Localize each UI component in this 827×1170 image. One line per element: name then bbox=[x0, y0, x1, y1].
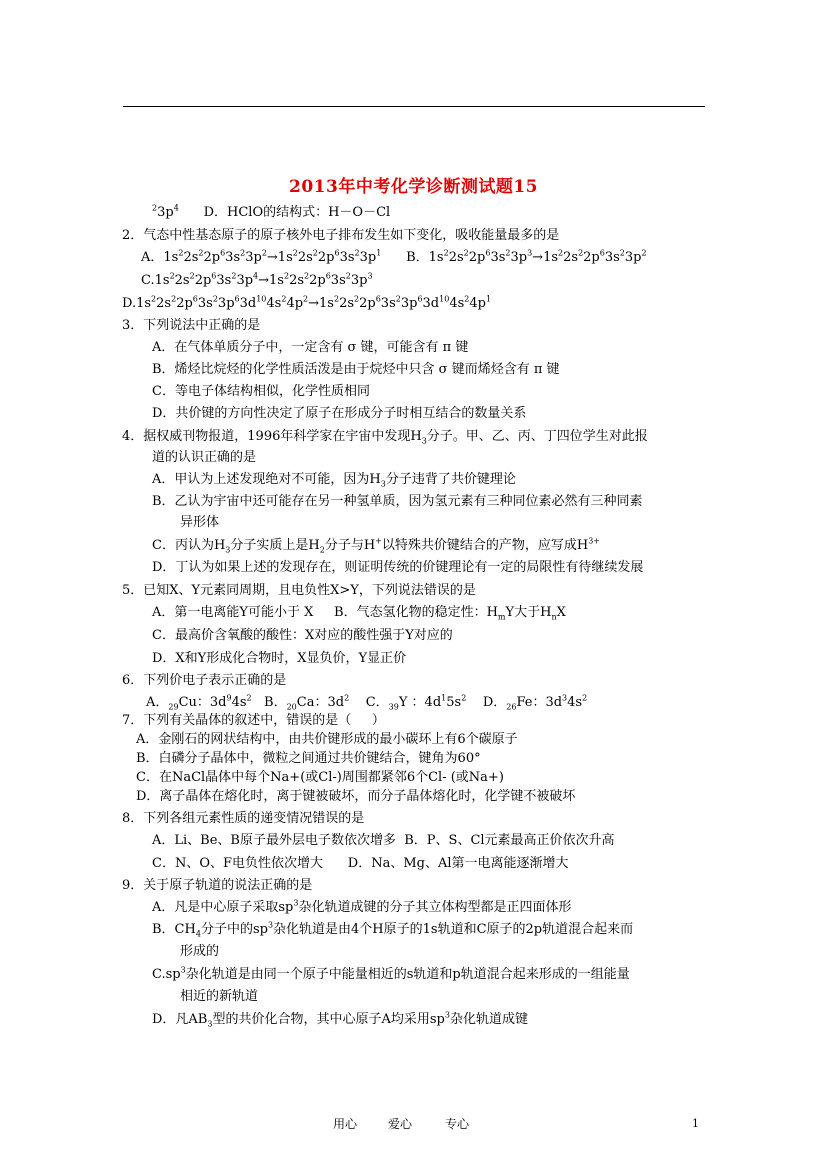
text-line-l26: C．在NaCl晶体中每个Na+(或Cl-)周围都紧邻6个Cl- (或Na+) bbox=[136, 770, 504, 785]
text-line-l15: C．丙认为$H_3$分子实质上是$H_2$分子与H+以特殊共价键结合的产物，应写成$H^{3+}$ bbox=[152, 536, 601, 555]
text-line-l29: A．Li、Be、B原子最外层电子数依次增多 B．P、S、Cl元素最高正价依次升高 bbox=[152, 833, 615, 848]
text-line-l27: D．离子晶体在熔化时，离于键被破坏，而分子晶体熔化时，化学键不被破坏 bbox=[136, 789, 576, 804]
text-line-l30: C．N、O、F电负性依次增大 D．Na、Mg、Al第一电离能逐渐增大 bbox=[152, 856, 569, 871]
text-line-l35: $C.sp^3$杂化轨道是由同一个原子中能量相近的s轨道和p轨道混合起来形成的一组能量 bbox=[152, 965, 630, 982]
footer-text-3: 专心 bbox=[445, 1117, 470, 1131]
text-line-l13: B．乙认为宇宙中还可能存在另一种氢单质，因为氢元素有三种同位素必然有三种同素 bbox=[152, 494, 643, 509]
text-line-l05: 3．下列说法中正确的是 bbox=[122, 318, 261, 333]
text-line-l28: 8．下列各组元素性质的递变情况错误的是 bbox=[122, 811, 365, 826]
text-line-l18: A．第一电离能Y可能小于 X B．气态氢化物的稳定性：$H_mY$大于$H_nX$ bbox=[152, 605, 566, 622]
text-line-l24: A．金刚石的网状结构中，由共价键形成的最小碳环上有6个碳原子 bbox=[136, 732, 518, 747]
text-line-l06: A．在气体单质分子中，一定含有 σ 键，可能含有 π 键 bbox=[152, 340, 469, 355]
text-line-l14: 异形体 bbox=[180, 515, 220, 530]
text-line-l21: 6．下列价电子表示正确的是 bbox=[122, 673, 287, 688]
text-line-l16: D．丁认为如果上述的发现存在，则证明传统的价键理论有一定的局限性有待继续发展 bbox=[152, 560, 644, 575]
text-line-l20: D．X和Y形成化合物时，X显负价，Y显正价 bbox=[152, 651, 407, 666]
text-line-l08: C．等电子体结构相似，化学性质相同 bbox=[152, 384, 370, 399]
text-line-l11: 道的认识正确的是 bbox=[152, 450, 257, 465]
text-line-l02: A．$1s^22s^22p^63s^23p^2\to 1s^22s^22p^63s^23p^1$ B．$1s^22s^22p^63s^23p^3\to 1s^22s^22p^63s^23p^2$ bbox=[141, 248, 647, 265]
text-line-l00: $^23p^4$ D．HClO的结构式：H－O－Cl bbox=[152, 203, 391, 220]
text-line-l01: 2．气态中性基态原子的原子核外电子排布发生如下变化，吸收能量最多的是 bbox=[122, 228, 560, 243]
text-line-l12: A．甲认为上述发现绝对不可能，因为$H_3$分子违背了共价键理论 bbox=[152, 472, 516, 489]
footer-text-2: 爱心 bbox=[388, 1117, 413, 1131]
text-line-l22: A．$_{29}$Cu：$3d^94s^2$ B．$_{20}$Ca：$3d^2$ C．$_{39}$Y ：$4d^15s^2$ D．$_{26}$Fe：$3d^34s^2$ bbox=[146, 693, 588, 712]
text-line-l09: D．共价键的方向性决定了原子在形成分子时相互结合的数量关系 bbox=[152, 406, 527, 421]
text-line-l37: D．凡$AB_3$型的共价化合物，其中心原子A均采用$sp^3$杂化轨道成键 bbox=[152, 1010, 528, 1029]
text-line-l25: B．白磷分子晶体中，微粒之间通过共价键结合，键角为60° bbox=[136, 751, 481, 766]
text-line-l04: $D.1s^22s^22p^63s^23p^63d^{10}4s^24p^2\to 1s^22s^22p^63s^23p^63d^{10}4s^24p^1$ bbox=[122, 294, 492, 311]
text-line-l03: $C.1s^22s^22p^63s^23p^4\to 1s^22s^22p^63s^23p^3$ bbox=[141, 271, 373, 288]
text-line-l32: A．凡是中心原子采取$sp^3$杂化轨道成键的分子其立体构型都是正四面体形 bbox=[152, 898, 572, 915]
page-number: 1 bbox=[692, 1117, 699, 1130]
text-line-l17: 5．已知X、Y元素同周期，且电负性X>Y，下列说法错误的是 bbox=[122, 583, 476, 598]
text-line-l07: B．烯烃比烷烃的化学性质活泼是由于烷烃中只含 σ 键而烯烃含有 π 键 bbox=[152, 362, 560, 377]
text-line-l33: B．$CH_4$分子中的$sp^3$杂化轨道是由4个H原子的1s轨道和C原子的2p轨道混合起来而 bbox=[152, 920, 634, 939]
text-line-l10: 4．据权威刊物报道，1996年科学家在宇宙中发现$H_3$分子。甲、乙、丙、丁四位学生对此报 bbox=[122, 429, 648, 446]
header-rule bbox=[123, 106, 705, 107]
footer-text-1: 用心 bbox=[333, 1117, 358, 1131]
text-line-l36: 相近的新轨道 bbox=[180, 989, 259, 1004]
text-line-l34: 形成的 bbox=[180, 944, 220, 959]
text-line-l23: 7．下列有关晶体的叙述中，错误的是（ ） bbox=[122, 713, 385, 728]
text-line-l19: C．最高价含氧酸的酸性：X对应的酸性强于Y对应的 bbox=[152, 628, 453, 643]
page-title: 2013年中考化学诊断测试题15 bbox=[289, 177, 538, 197]
text-line-l31: 9．关于原子轨道的说法正确的是 bbox=[122, 878, 313, 893]
